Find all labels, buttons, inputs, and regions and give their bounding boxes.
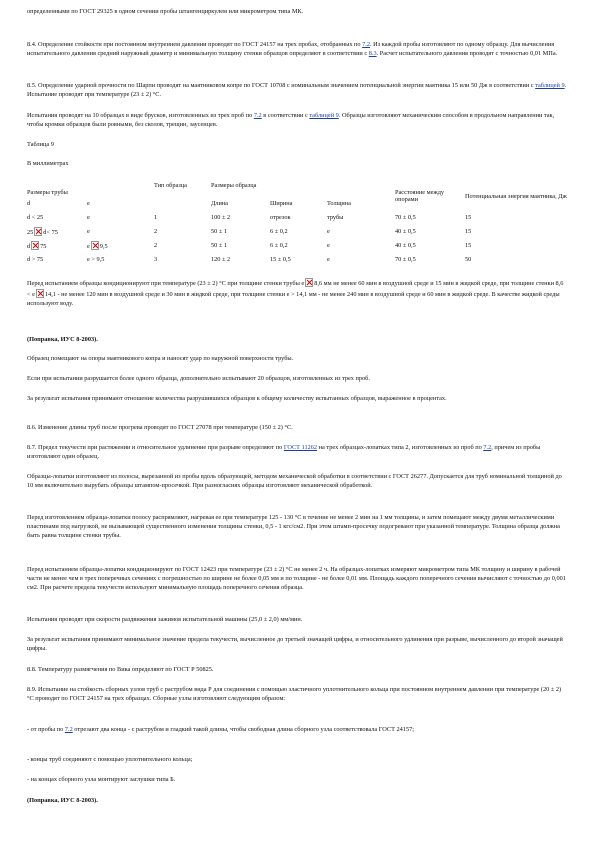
- link-gost-11262[interactable]: ГОСТ 11262: [283, 444, 318, 451]
- paragraph-conditioning-2: Перед испытанием образцы-лопатки кондиционируют по ГОСТ 12423 при температуре (23 ± 2) °С не менее 2 ч. На образцах-лопатках измеряют микрометром типа МК толщину и ширину в рабочей части не менее чем в трех поперечных сечениях с погрешностью по ширине не более 0,05 мм и по толщине - не более 0,01 мм. Площадь каждого поперечного сечения вычисляют с точностью до 0,001 см2. При расчете предела текучести используют минимальную площадь поперечного сечения образца.: [27, 566, 566, 591]
- cell-energy: 15: [465, 213, 472, 221]
- text: на трех образцах-лопатках типа 2, изготовленных из проб по: [318, 444, 482, 451]
- image-placeholder-icon: [34, 227, 42, 236]
- table-row: [27, 238, 568, 252]
- paragraph-8-8: 8.8. Температуру размягчения по Вика определяют по ГОСТ Р 50825.: [27, 666, 214, 673]
- paragraph-conditioning: [27, 278, 568, 309]
- cell-thickness: e: [327, 241, 330, 249]
- text: . Испытание проводят при температуре (23 ± 2) °С.: [27, 82, 567, 98]
- text: в соответствии с: [263, 112, 308, 119]
- cell-e: e > 9,5: [87, 255, 105, 263]
- cell-energy: 50: [465, 255, 472, 263]
- cell-distance: 70 ± 0,5: [395, 255, 416, 263]
- cell-d: d < 25: [27, 213, 44, 221]
- header-thickness: Толщина: [327, 199, 351, 207]
- cell-energy: 15: [465, 241, 472, 249]
- paragraph-join: - концы труб соединяют с помощью уплотнительного кольца;: [27, 756, 193, 763]
- paragraph-extra-samples: Если при испытании разрушается более одного образца, дополнительно испытывают 20 образцов, изготовленных из трех проб.: [27, 375, 370, 382]
- cell-type: 3: [154, 255, 158, 263]
- cell-e: e: [87, 227, 90, 235]
- cell-width: отрезок: [270, 213, 291, 221]
- link-7-2[interactable]: 7.2: [483, 444, 492, 451]
- header-e: e: [87, 199, 90, 207]
- text: отрезают два конца - с раструбом и гладкий такой длины, чтобы свободная длина сборного узла соответствовала ГОСТ 24157;: [74, 726, 415, 733]
- paragraph-plugs: - на концах сборного узла монтируют заглушки типа Б.: [27, 776, 176, 783]
- cell-energy: 15: [465, 227, 472, 235]
- paragraph-before-making: Перед изготовлением образца-лопатки полосу распрямляют, нагревая ее при температуре 125 - 130 °С в течение не менее 2 мин на 1 мм толщины, и затем помещают между двумя металлическими пластинами под нагрузкой, не вызывающей существенного изменения толщины стенки, 0,5 - 1 кгс/см2. При этом штамп-просечку подогревают при указанной температуре. Толщина образца должна быть равна толщине стенки трубы.: [27, 514, 560, 539]
- header-width: Ширина: [270, 199, 293, 207]
- paragraph-from-sample: [27, 726, 568, 735]
- table-row: [27, 252, 568, 266]
- cell-thickness: e: [327, 227, 330, 235]
- text: 25: [27, 228, 34, 236]
- text: 8.5. Определение ударной прочности по Шарпи проводят на маятниковом копре по ГОСТ 10708 с номинальным значением потенциальной энергии маятника 15 или 50 Дж в соответствии с: [27, 82, 534, 89]
- link-7-2[interactable]: 7.2: [64, 726, 73, 733]
- paragraph-blades: Образцы-лопатки изготовляют из полосы, вырезанной из пробы вдоль образующей, методом механической обработки в соответствии с ГОСТ 26277. Допускается для труб номинальной толщиной до 10 мм включительно вырубать образцы штампом-просечкой. При разногласиях образцы изготовляют механической обработкой.: [27, 473, 562, 489]
- amendment-note: (Поправка, ИУС 8-2003).: [27, 797, 98, 804]
- paragraph-result: За результат испытания принимают отношение количества разрушившихся образцов к общему количеству испытанных образцов, выраженное в процентах.: [27, 395, 447, 402]
- text: . Из каждой пробы изготовляют по одному образцу. Для вычисления испытательного давления средний наружный диаметр и минимальную толщину стенки образцов определяют в соответствии с: [27, 41, 555, 57]
- amendment-note: (Поправка, ИУС 8-2003).: [27, 336, 98, 343]
- cell-e: e: [87, 213, 90, 221]
- header-pipe-size: Размеры трубы: [27, 189, 68, 196]
- image-placeholder-icon: [91, 241, 99, 250]
- table-row: [27, 224, 568, 238]
- cell-type: 2: [154, 241, 158, 249]
- cell-length: 50 ± 1: [211, 241, 228, 249]
- text: Испытания проводят на 10 образцах в виде брусков, изготовленных из трех проб по: [27, 112, 253, 119]
- cell-width: 6 ± 0,2: [270, 227, 288, 235]
- header-type: Тип образца: [154, 182, 187, 189]
- cell-length: 120 ± 2: [211, 255, 231, 263]
- cell-distance: 40 ± 0,5: [395, 227, 416, 235]
- paragraph-intro: определенными по ГОСТ 29325 в одном сечении пробы штангенциркулем или микрометром типа МК.: [27, 8, 304, 15]
- text: 8.7. Предел текучести при растяжении и относительное удлинение при разрыве определяют по: [27, 444, 283, 451]
- text: , причем из пробы изготовляют один образец.: [27, 444, 541, 460]
- image-placeholder-icon: [305, 278, 313, 287]
- cell-distance: 40 ± 0,5: [395, 241, 416, 249]
- header-d: d: [27, 199, 31, 207]
- table-header-row: [27, 182, 568, 196]
- cell-e: [87, 238, 154, 252]
- cell-type: 2: [154, 227, 158, 235]
- text: - от пробы по: [27, 726, 64, 733]
- table-units: В миллиметрах: [27, 160, 69, 167]
- paragraph-8-7: [27, 444, 568, 462]
- header-length: Длина: [211, 199, 228, 207]
- text: . Расчет испытательного давления проводят с точностью 0,01 МПа.: [376, 49, 558, 57]
- paragraph-8-6: 8.6. Изменение длины труб после прогрева проводят по ГОСТ 27078 при температуре (150 ± 2) °С.: [27, 424, 293, 431]
- text: 75: [40, 242, 47, 250]
- image-placeholder-icon: [36, 289, 44, 298]
- cell-width: 6 ± 0,2: [270, 241, 288, 249]
- cell-thickness: e: [327, 255, 330, 263]
- cell-d: d > 75: [27, 255, 44, 263]
- cell-type: 1: [154, 213, 158, 221]
- cell-length: 100 ± 2: [211, 213, 231, 221]
- link-8-3[interactable]: 8.3: [368, 49, 377, 57]
- link-7-2[interactable]: 7.2: [362, 41, 371, 48]
- cell-thickness: трубы: [327, 213, 344, 221]
- paragraph-tests: [27, 112, 568, 130]
- header-distance: Расстояние между опорами: [395, 189, 445, 203]
- cell-d: [27, 224, 87, 238]
- paragraph-8-9: 8.9. Испытание на стойкость сборных узлов труб с раструбом вида Р для соединения с помощью эластичного уплотнительного кольца при постоянном внутреннем давлении при температуре (20 ± 2) °С проводят по ГОСТ 24157 на трех образцах. Сборные узлы изготовляют следующим образом:: [27, 686, 562, 702]
- cell-length: 50 ± 1: [211, 227, 228, 235]
- cell-distance: 70 ± 0,5: [395, 213, 416, 221]
- table-caption: Таблица 9: [27, 141, 54, 148]
- link-table-9[interactable]: таблицей 9: [535, 82, 565, 89]
- link-7-2[interactable]: 7.2: [253, 112, 262, 119]
- link-table-9[interactable]: таблицей 9: [309, 112, 339, 119]
- paragraph-placement: Образец помещают на опоры маятникового копра и наносят удар по наружной поверхности трубы.: [27, 355, 294, 362]
- text: d: [27, 242, 31, 250]
- text: 8.4. Определение стойкости при постоянном внутреннем давлении проводят по ГОСТ 24157 на трех пробах, отобранных по: [27, 41, 361, 48]
- paragraph-8-4: [27, 41, 568, 59]
- header-sample-size: Размеры образца: [211, 182, 257, 189]
- text: Перед испытанием образцы кондиционируют при температуре (23 ± 2) °С при толщине стенки трубы e: [27, 280, 305, 287]
- text: 8,6 мм не менее 60 мин в воздушной среде и 15 мин в жидкой среде, при толщине стенки 8,6 < e: [27, 280, 564, 298]
- text: 14,1 - не менее 120 мин в воздушной среде и 30 мин в жидкой среде, при толщине стенки e > 14,1 мм - не менее 240 мин в воздушной среде и 60 мин в жидкой среде. В качестве жидкой среды используют воду.: [27, 290, 560, 307]
- table-9: [27, 182, 568, 266]
- paragraph-8-5: [27, 82, 568, 100]
- text: d< 75: [43, 228, 58, 236]
- text: 9,5: [99, 242, 108, 250]
- cell-width: 15 ± 0,5: [270, 255, 291, 263]
- header-energy: Потенциальная энергия маятника, Дж: [465, 192, 567, 200]
- text: e: [87, 242, 90, 250]
- image-placeholder-icon: [31, 241, 39, 250]
- cell-d: [27, 238, 87, 252]
- paragraph-speed: Испытания проводят при скорости раздвижения зажимов испытательной машины (25,0 ± 2,0) мм/мин.: [27, 616, 303, 623]
- table-row: [27, 210, 568, 224]
- paragraph-result-2: За результат испытания принимают минимальное значение предела текучести, вычисленное до третьей значащей цифры, и относительного удлинения при разрыве, вычисленного до второй значащей цифры.: [27, 636, 563, 652]
- text: . Образцы изготовляют механическим способом в продольном направлении так, чтобы кромки образцов были ровными, без сколов, трещин, заусенцев.: [27, 112, 555, 128]
